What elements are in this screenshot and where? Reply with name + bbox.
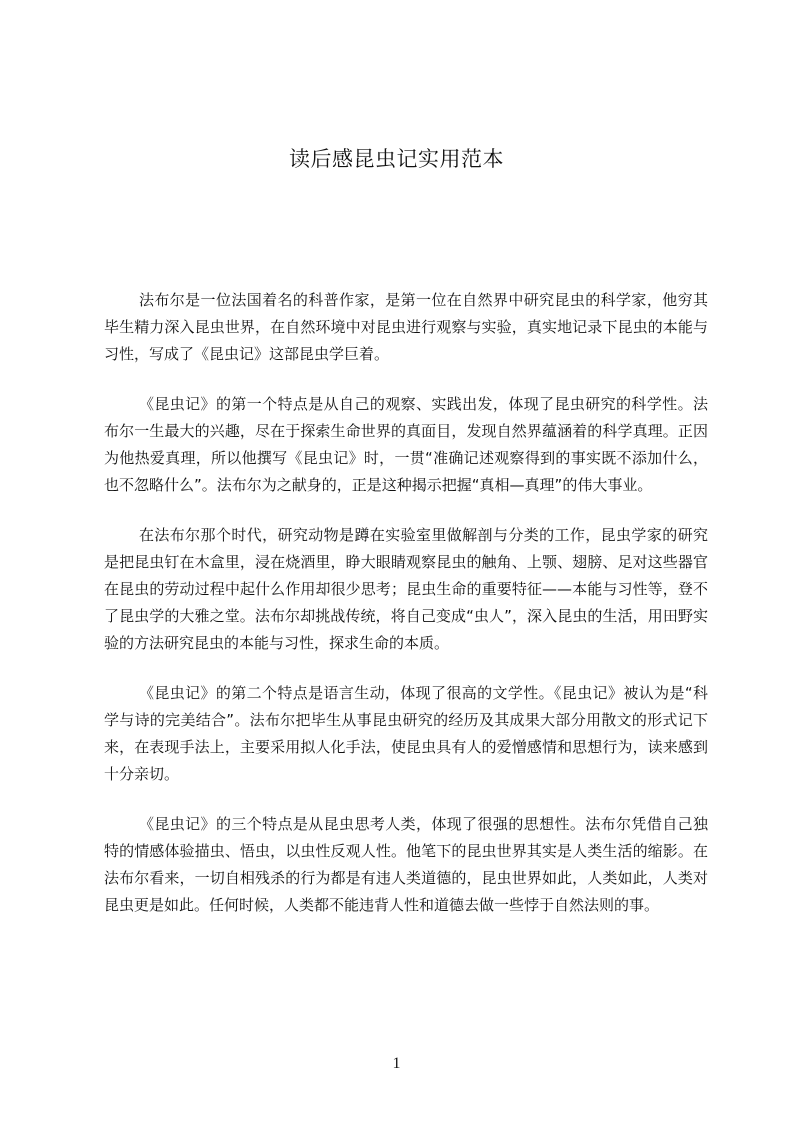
- document-title: 读后感昆虫记实用范本: [289, 147, 504, 171]
- paragraph-4: 《昆虫记》的第二个特点是语言生动，体现了很高的文学性。《昆虫记》被认为是“科学与诗的完美结合”。法布尔把毕生从事昆虫研究的经历及其成果大部分用散文的形式记下来，在表现手法上，主要采用拟人化手法，使昆虫具有人的爱憎感情和思想行为，读来感到十分亲切。: [104, 684, 708, 783]
- paragraph-3: 在法布尔那个时代，研究动物是蹲在实验室里做解剖与分类的工作，昆虫学家的研究是把昆虫钉在木盒里，浸在烧酒里，睁大眼睛观察昆虫的触角、上颚、翅膀、足对这些器官在昆虫的劳动过程中起什么作用却很少思考；昆虫生命的重要特征——本能与习性等，登不了昆虫学的大雅之堂。法布尔却挑战传统，将自己变成“虫人”，深入昆虫的生活，用田野实验的方法研究昆虫的本能与习性，探求生命的本质。: [104, 526, 708, 652]
- page-number: 1: [392, 1055, 401, 1072]
- paragraph-5: 《昆虫记》的三个特点是从昆虫思考人类，体现了很强的思想性。法布尔凭借自己独特的情感体验描虫、悟虫，以虫性反观人性。他笔下的昆虫世界其实是人类生活的缩影。在法布尔看来，一切自相残杀的行为都是有违人类道德的，昆虫世界如此，人类如此，人类对昆虫更是如此。任何时候，人类都不能违背人性和道德去做一些悖于自然法则的事。: [104, 815, 708, 914]
- document-body: [104, 287, 708, 942]
- paragraph-1: 法布尔是一位法国着名的科普作家，是第一位在自然界中研究昆虫的科学家，他穷其毕生精力深入昆虫世界，在自然环境中对昆虫进行观察与实验，真实地记录下昆虫的本能与习性，写成了《昆虫记》这部昆虫学巨着。: [104, 291, 708, 363]
- paragraph-2: 《昆虫记》的第一个特点是从自己的观察、实践出发，体现了昆虫研究的科学性。法布尔一生最大的兴趣，尽在于探索生命世界的真面目，发现自然界蕴涵着的科学真理。正因为他热爱真理，所以他撰写《昆虫记》时，一贯“准确记述观察得到的事实既不添加什么，也不忽略什么”。法布尔为之献身的，正是这种揭示把握“真相—真理”的伟大事业。: [104, 395, 708, 494]
